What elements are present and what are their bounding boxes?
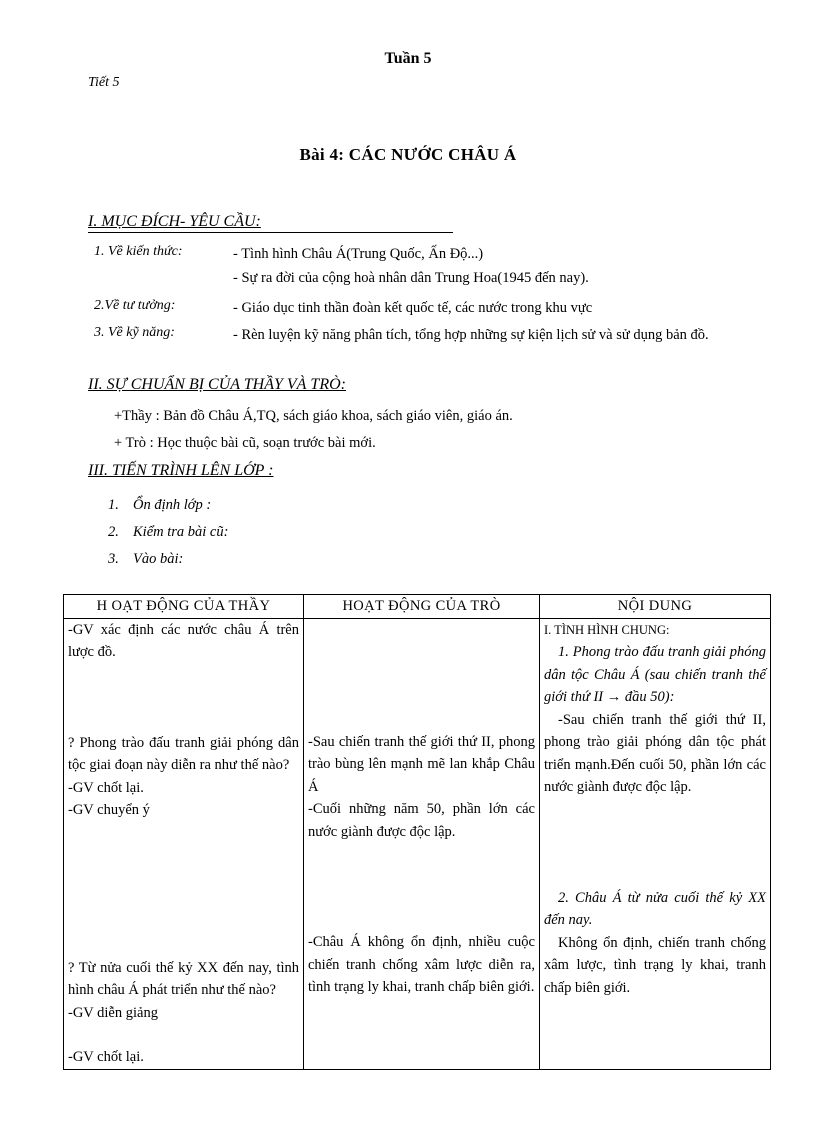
lesson-activity-table (63, 594, 771, 1070)
teacher-line: -GV chốt lại. (68, 779, 144, 796)
teacher-line: -GV chuyển ý (68, 802, 150, 818)
prep-student: + Trò : Học thuộc bài cũ, soạn trước bài mới. (114, 435, 376, 451)
header-student-activity: HOẠT ĐỘNG CỦA TRÒ (304, 595, 540, 619)
teacher-line: -GV xác định các nước châu Á trên lược đồ. (68, 621, 299, 660)
content-subheading: 2. Châu Á từ nửa cuối thế kỷ XX đến nay. (544, 889, 766, 928)
content-text: -Sau chiến tranh thế giới thứ II, phong trào giải phóng dân tộc phát triển mạnh.Đến cuối 50, phần lớn các nước giành được độc lập. (544, 711, 766, 795)
objective-line: - Sự ra đời của cộng hoà nhân dân Trung Hoa(1945 đến nay). (233, 270, 589, 286)
procedure-step: 2. Kiểm tra bài cũ: (108, 524, 229, 540)
lesson-title: Bài 4: CÁC NƯỚC CHÂU Á (299, 145, 517, 164)
teacher-line: -GV diễn giảng (68, 1004, 158, 1021)
teacher-line: ? Phong trào đấu tranh giải phóng dân tộc giai đoạn này diễn ra như thế nào? (68, 734, 299, 773)
student-line: -Sau chiến tranh thế giới thứ II, phong trào bùng lên mạnh mẽ lan khắp Châu Á (308, 733, 535, 795)
student-line: -Cuối những năm 50, phần lớn các nước giành được độc lập. (308, 801, 535, 840)
objective-text-skills: - Rèn luyện kỹ năng phân tích, tổng hợp những sự kiện lịch sử và sử dụng bản đồ. (233, 327, 709, 343)
header-teacher-activity: H OẠT ĐỘNG CỦA THẦY (64, 595, 304, 619)
section-2-heading: II. SỰ CHUẨN BỊ CỦA THẦY VÀ TRÒ: (88, 376, 346, 393)
objective-line: - Tình hình Châu Á(Trung Quốc, Ấn Độ...) (233, 246, 484, 262)
content-text: Không ổn định, chiến tranh chống xâm lược, tình trạng ly khai, tranh chấp biên giới. (544, 934, 766, 996)
table-row (64, 618, 771, 1069)
section-3-heading: III. TIẾN TRÌNH LÊN LỚP : (88, 462, 274, 479)
teacher-line: ? Từ nửa cuối thế kỷ XX đến nay, tình hình châu Á phát triển như thế nào? (68, 959, 299, 998)
procedure-step: 1. Ổn định lớp : (108, 497, 212, 513)
section-1-heading: I. MỤC ĐÍCH- YÊU CẦU: (88, 213, 261, 230)
teacher-cell (64, 618, 304, 1069)
prep-teacher: +Thầy : Bản đồ Châu Á,TQ, sách giáo khoa, sách giáo viên, giáo án. (114, 408, 513, 424)
objective-text-attitude: - Giáo dục tinh thần đoàn kết quốc tế, các nước trong khu vực (233, 300, 593, 316)
section-1-underline (88, 232, 453, 233)
table-header-row (64, 595, 771, 619)
student-line: -Châu Á không ổn định, nhiều cuộc chiến tranh chống xâm lược diễn ra, tình trạng ly khai, tranh chấp biên giới. (308, 934, 535, 995)
week-heading: Tuần 5 (384, 50, 432, 67)
teacher-line: -GV chốt lại. (68, 1049, 144, 1065)
objective-label-attitude: 2.Về tư tưởng: (94, 298, 176, 313)
content-subheading: 1. Phong trào đấu tranh giải phóng dân tộc Châu Á (sau chiến tranh thế giới thứ II → đầu 50): (544, 644, 766, 705)
period-label: Tiết 5 (88, 75, 120, 90)
content-heading: I. TÌNH HÌNH CHUNG: (544, 622, 670, 637)
header-content: NỘI DUNG (540, 595, 771, 619)
objective-label-knowledge: 1. Về kiến thức: (94, 244, 183, 259)
objective-text-knowledge (233, 242, 763, 290)
content-cell (540, 618, 771, 1069)
procedure-steps (108, 492, 228, 573)
procedure-step: 3. Vào bài: (108, 551, 184, 567)
student-cell (304, 618, 540, 1069)
objective-label-skills: 3. Về kỹ năng: (94, 325, 175, 340)
